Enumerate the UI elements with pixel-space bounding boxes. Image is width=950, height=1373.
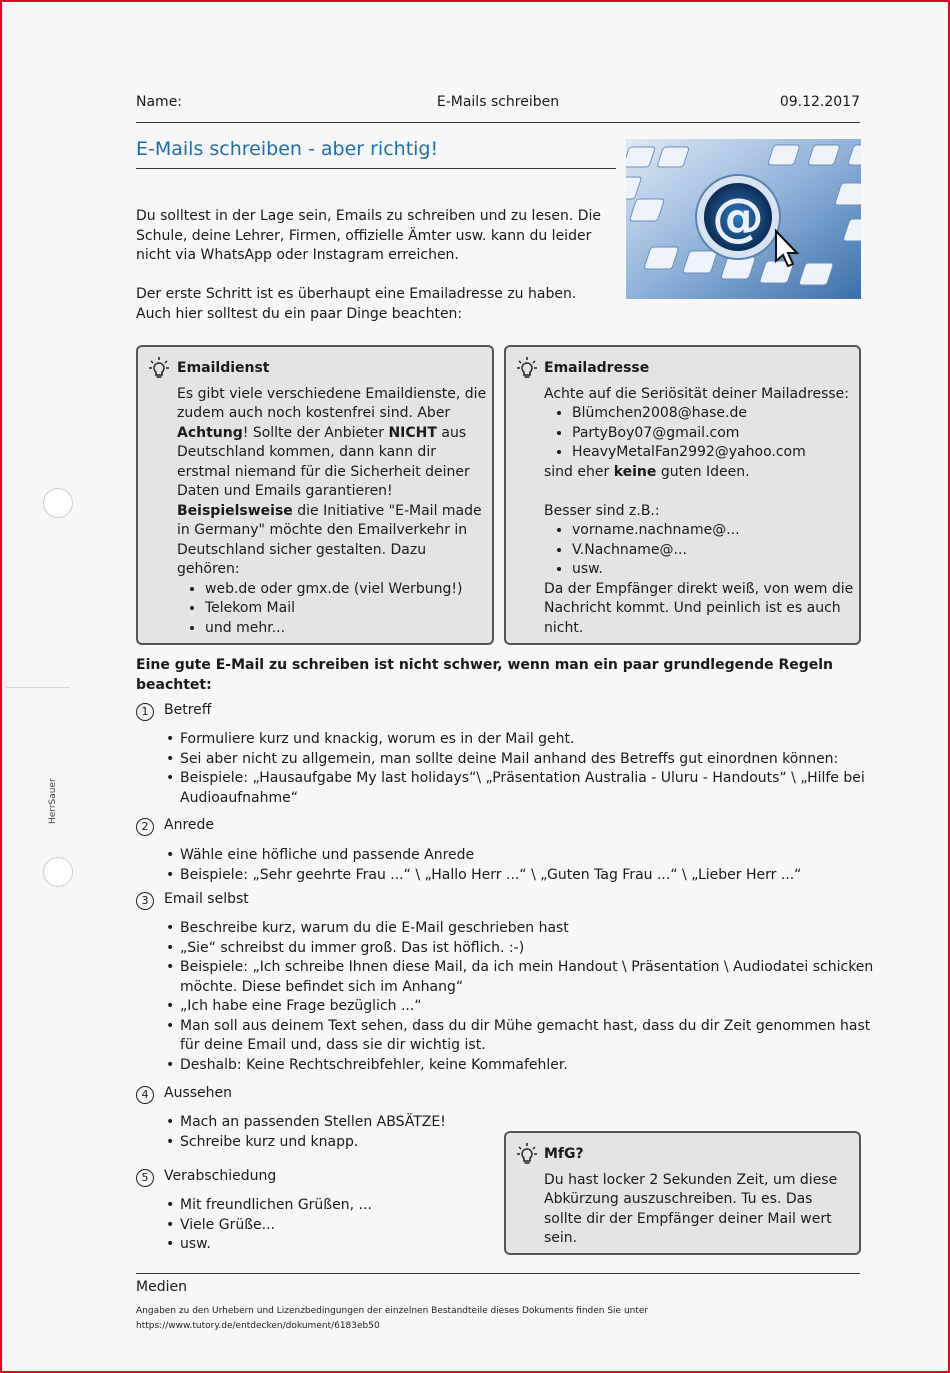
- name-label: Name:: [136, 94, 183, 110]
- section-title: Verabschiedung: [164, 1168, 277, 1184]
- lightbulb-icon: [516, 1142, 538, 1166]
- intro-paragraph: Du solltest in der Lage sein, Emails zu schreiben und zu lesen. Die Schule, deine Lehrer, Firmen, offizielle Ämter usw. kann du leider nicht via WhatsApp oder Instagram erreichen.: [136, 208, 602, 263]
- section-number: 2: [136, 818, 154, 836]
- footer-medien-label: Medien: [136, 1279, 187, 1295]
- punch-hole: [43, 857, 73, 887]
- list-item: • Beispiele: „Ich schreibe Ihnen diese Mail, da ich mein Handout \ Präsentation \ Audiodatei schicken möchte. Diese befindet sich im Anhang“: [180, 958, 878, 997]
- box-text: sind eher: [544, 463, 610, 480]
- lightbulb-icon: [148, 356, 170, 380]
- list-item: • V.Nachname@...: [572, 541, 854, 561]
- list-item: • Mach an passenden Stellen ABSÄTZE!: [180, 1113, 500, 1133]
- list-item-text: „Ich habe eine Frage bezüglich ...“: [180, 998, 422, 1014]
- header-subject: E-Mails schreiben: [436, 94, 560, 110]
- beispielsweise-emphasis: Beispielsweise: [177, 502, 293, 519]
- box-title: Emailadresse: [544, 360, 650, 376]
- fold-mark: [6, 687, 70, 688]
- achtung-emphasis: Achtung: [177, 424, 243, 441]
- betreff-list: [164, 730, 878, 808]
- list-item: • usw.: [572, 560, 854, 580]
- section-heading-verabschiedung: [136, 1168, 276, 1187]
- page-title: E-Mails schreiben - aber richtig!: [136, 138, 616, 169]
- list-item: • vorname.nachname@...: [572, 521, 854, 541]
- list-item: • und mehr...: [205, 619, 487, 639]
- section-number: 3: [136, 892, 154, 910]
- footer-license-url: https://www.tutory.de/entdecken/dokument/6183eb50: [136, 1321, 380, 1331]
- box-text: Achte auf die Seriösität deiner Mailadresse:: [544, 385, 849, 402]
- punch-hole: [43, 488, 73, 518]
- nicht-emphasis: NICHT: [388, 424, 437, 441]
- list-item: • Beschreibe kurz, warum du die E-Mail geschrieben hast: [180, 919, 878, 939]
- list-item: • Wähle eine höfliche und passende Anrede: [180, 846, 878, 866]
- list-item: • Mit freundlichen Grüßen, ...: [180, 1196, 500, 1216]
- email-selbst-list: [164, 919, 878, 1075]
- section-heading-aussehen: [136, 1085, 232, 1104]
- box-title: Emaildienst: [177, 360, 270, 376]
- box-title: MfG?: [544, 1146, 584, 1162]
- page-header: [136, 94, 860, 123]
- section-title: Aussehen: [164, 1085, 233, 1101]
- list-item: • Beispiele: „Hausaufgabe My last holidays“\ „Präsentation Australia - Uluru - Handouts“ \ „Hilfe bei Audioaufnahme“: [180, 769, 878, 808]
- box-text: aus Deutschland kommen, dann kann dir erstmal niemand für die Sicherheit deiner Daten und Emails garantieren!: [177, 424, 470, 499]
- box-text: Du hast locker 2 Sekunden Zeit, um diese Abkürzung auszuschreiben. Tu es. Das sollte dir der Empfänger deiner Mail wert sein.: [544, 1171, 838, 1246]
- emailadresse-box: [504, 345, 861, 645]
- section-title: Email selbst: [164, 891, 249, 907]
- section-title: Anrede: [164, 817, 215, 833]
- section-number: 5: [136, 1169, 154, 1187]
- side-author-label: HerrSauer: [48, 778, 58, 824]
- email-keyboard-image: [626, 139, 861, 299]
- section-number: 4: [136, 1086, 154, 1104]
- box-text: Besser sind z.B.:: [544, 502, 660, 519]
- list-item: • „Sie“ schreibst du immer groß. Das ist höflich. :-): [180, 939, 878, 959]
- lightbulb-icon: [516, 356, 538, 380]
- good-address-list: [544, 521, 854, 580]
- box-text: die Initiative "E-Mail made in Germany" möchte den Emailverkehr in Deutschland sicher gestalten. Dazu gehören:: [177, 502, 482, 577]
- list-item: • Formuliere kurz und knackig, worum es in der Mail geht.: [180, 730, 878, 750]
- footer-license-text: Angaben zu den Urhebern und Lizenzbedingungen der einzelnen Bestandteile dieses Dokuments finden Sie unter: [136, 1306, 649, 1316]
- section-heading-anrede: [136, 817, 214, 836]
- emaildienst-box: [136, 345, 494, 645]
- section-number: 1: [136, 703, 154, 721]
- box-text: ! Sollte der Anbieter: [242, 424, 385, 441]
- rules-heading: Eine gute E-Mail zu schreiben ist nicht schwer, wenn man ein paar grundlegende Regeln beachtet:: [136, 657, 834, 693]
- list-item: • Beispiele: „Sehr geehrte Frau ...“ \ „Hallo Herr ...“ \ „Guten Tag Frau ...“ \ „Lieber Herr ...“: [180, 866, 878, 886]
- box-text: guten Ideen.: [660, 463, 750, 480]
- footer-divider: [136, 1273, 860, 1274]
- list-item: • HeavyMetalFan2992@yahoo.com: [572, 443, 854, 463]
- list-item: • Blümchen2008@hase.de: [572, 404, 854, 424]
- box-text: Es gibt viele verschiedene Emaildienste, die zudem auch noch kostenfrei sind. Aber: [177, 385, 487, 421]
- list-item: • web.de oder gmx.de (viel Werbung!): [205, 580, 487, 600]
- section-heading-betreff: [136, 702, 211, 721]
- aussehen-list: [164, 1113, 500, 1152]
- header-date: 09.12.2017: [779, 94, 860, 110]
- verabschiedung-list: [164, 1196, 500, 1255]
- list-item: • Deshalb: Keine Rechtschreibfehler, keine Kommafehler.: [180, 1056, 878, 1076]
- list-item: • Schreibe kurz und knapp.: [180, 1133, 500, 1153]
- section-heading-email-selbst: [136, 891, 249, 910]
- section-title: Betreff: [164, 702, 212, 718]
- mfg-box: [504, 1131, 861, 1255]
- bad-address-list: [544, 404, 854, 463]
- box-text: Da der Empfänger direkt weiß, von wem die Nachricht kommt. Und peinlich ist es auch nicht.: [544, 580, 854, 636]
- keine-emphasis: keine: [613, 463, 657, 480]
- intro-paragraph: Der erste Schritt ist es überhaupt eine Emailadresse zu haben. Auch hier solltest du ein paar Dinge beachten:: [136, 286, 577, 322]
- provider-list: [177, 580, 487, 639]
- svg-text:@: @: [712, 188, 764, 248]
- list-item: • usw.: [180, 1235, 500, 1255]
- list-item: • PartyBoy07@gmail.com: [572, 424, 854, 444]
- list-item: • Telekom Mail: [205, 599, 487, 619]
- list-item: • Sei aber nicht zu allgemein, man sollte deine Mail anhand des Betreffs gut einordnen können:: [180, 750, 878, 770]
- list-item-continuation: [180, 997, 878, 1017]
- list-item: • Man soll aus deinem Text sehen, dass du dir Mühe gemacht hast, dass du dir Zeit genommen hast für deine Email und, dass sie dir wichtig ist.: [180, 1017, 878, 1056]
- anrede-list: [164, 846, 878, 885]
- list-item: • Viele Grüße...: [180, 1216, 500, 1236]
